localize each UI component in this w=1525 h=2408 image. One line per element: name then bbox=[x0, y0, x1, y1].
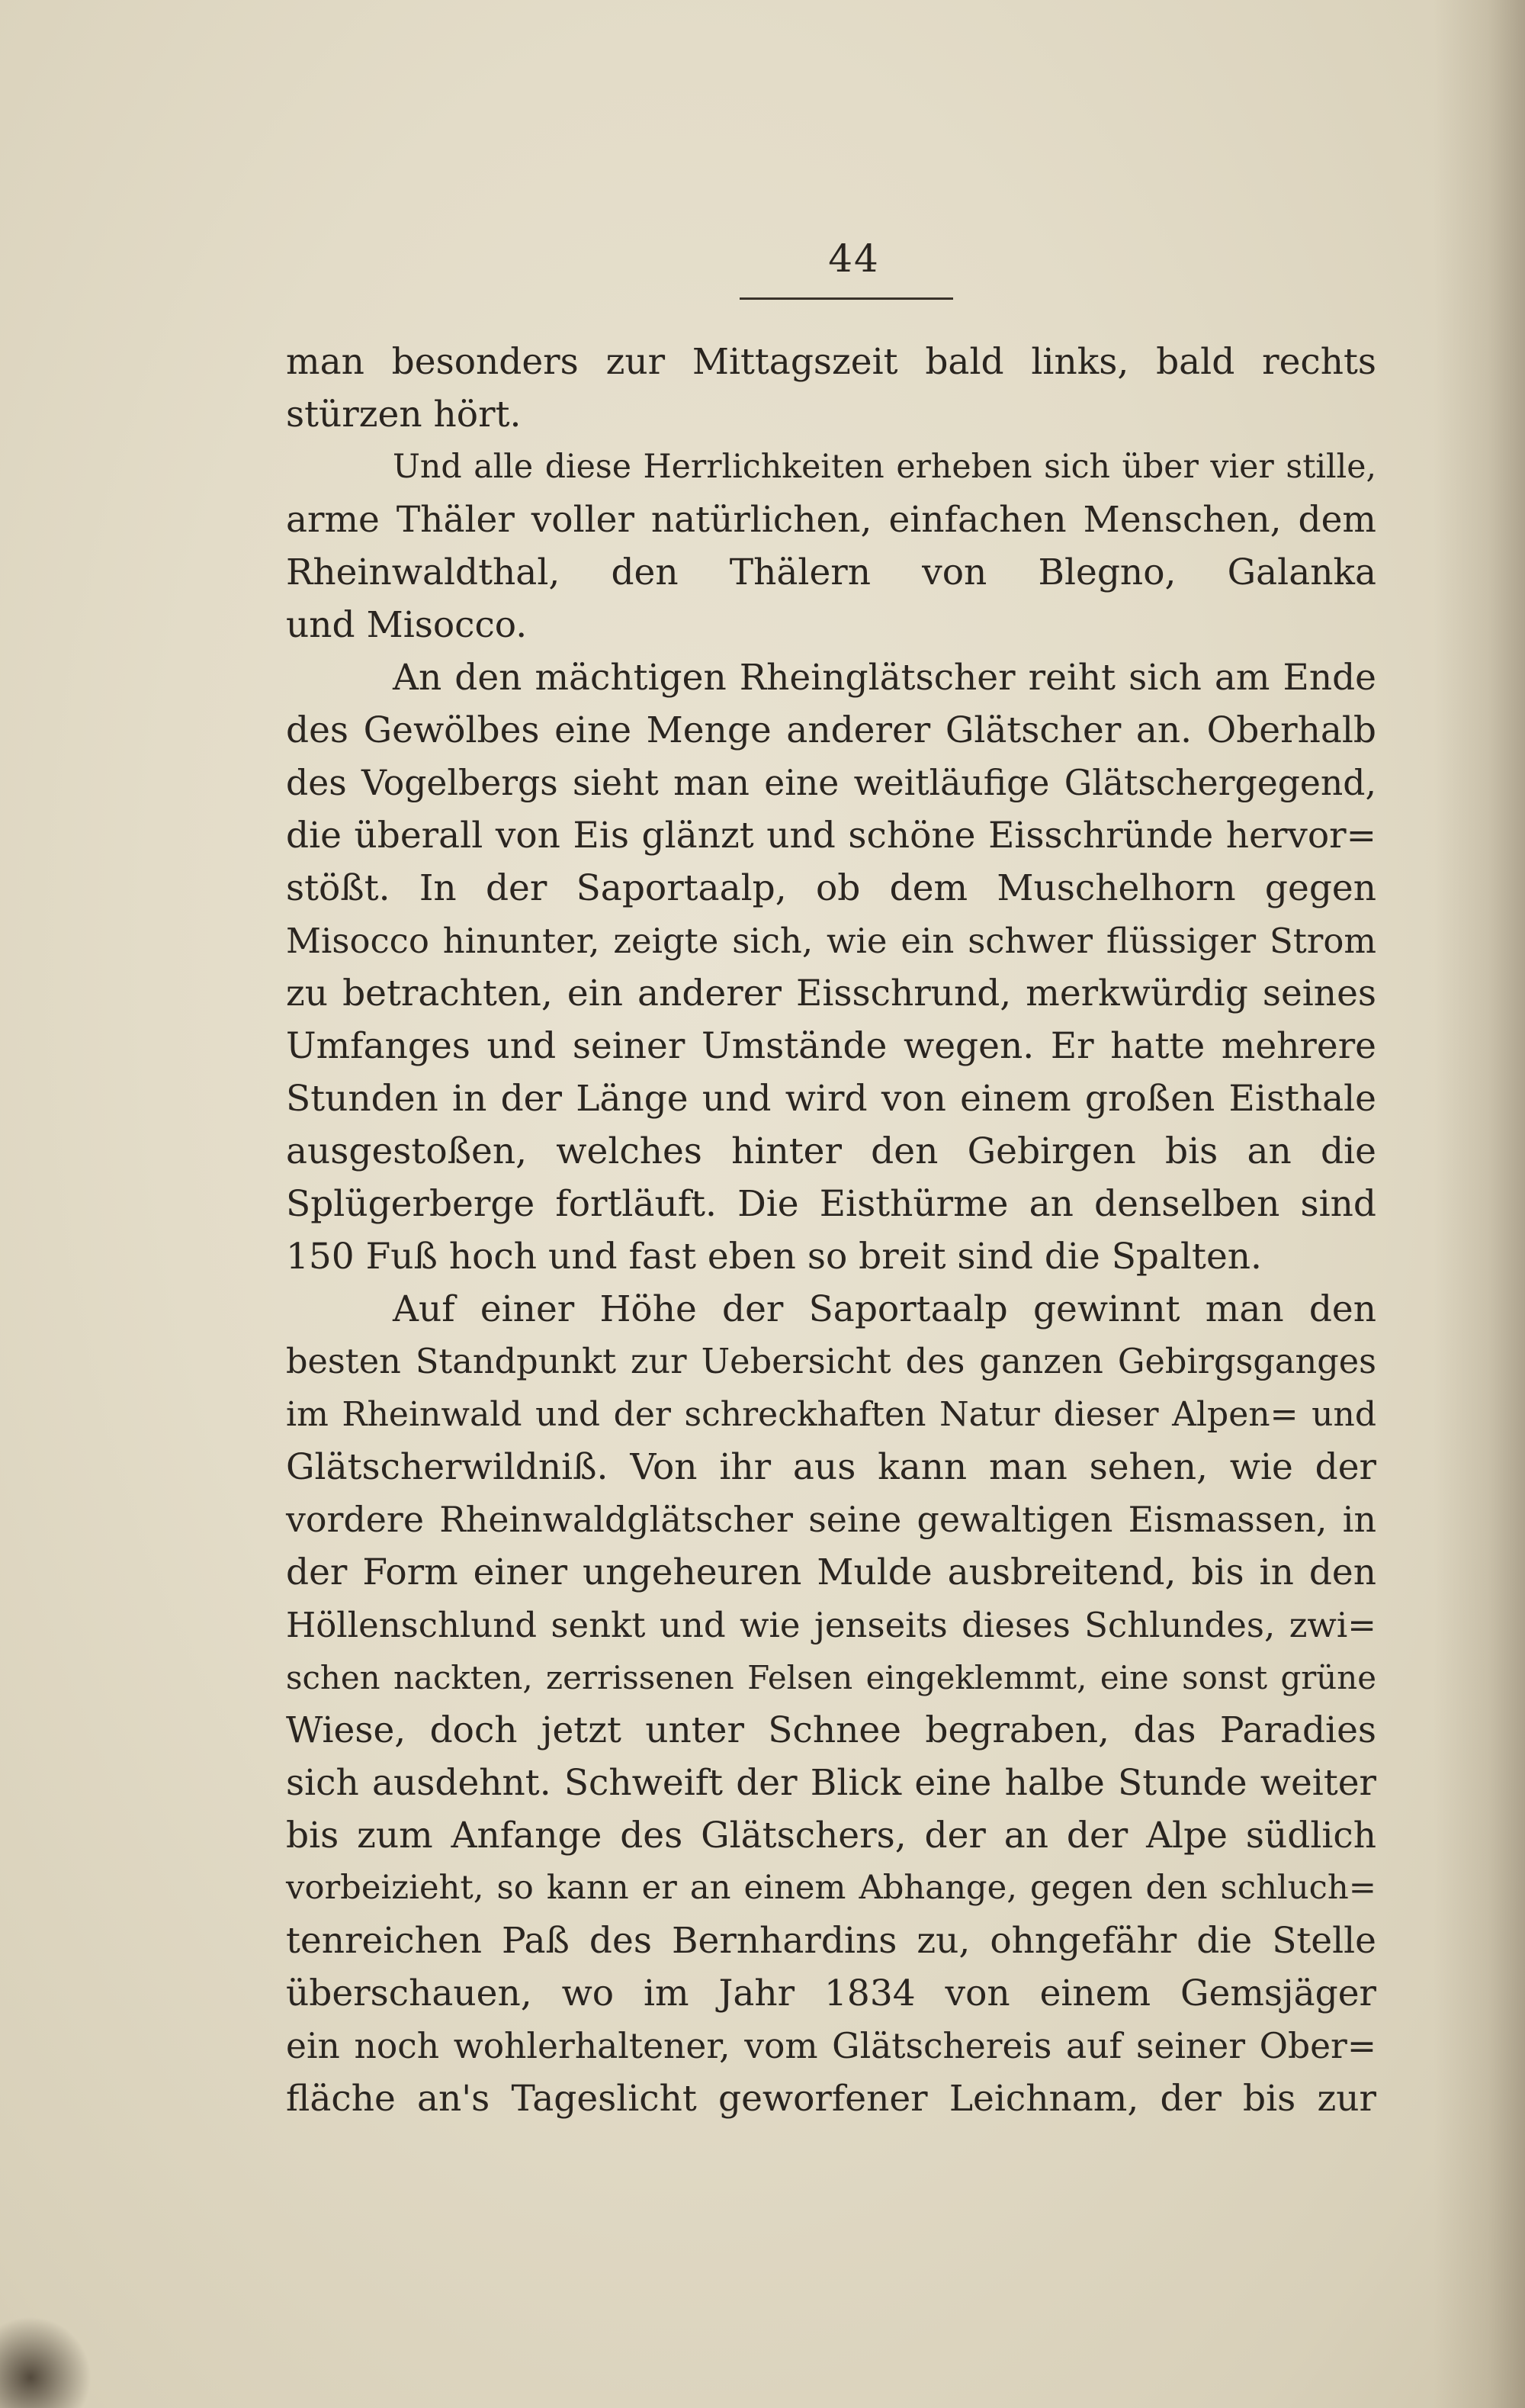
text-line: überschauen, wo im Jahr 1834 von einem Gemsjäger bbox=[286, 1972, 1376, 2014]
text-line: 150 Fuß hoch und fast eben so breit sind die Spalten. bbox=[286, 1236, 1262, 1278]
text-line: bis zum Anfange des Glätschers, der an der Alpe südlich bbox=[286, 1815, 1376, 1857]
text-line: im Rheinwald und der schreckhaften Natur dieser Alpen= und bbox=[286, 1395, 1376, 1434]
page-number: 44 bbox=[828, 236, 880, 281]
text-line: Höllenschlund senkt und wie jenseits dieses Schlundes, zwi= bbox=[286, 1605, 1376, 1645]
corner-shadow bbox=[0, 2316, 92, 2408]
header-rule bbox=[740, 297, 953, 300]
page-edge-shadow bbox=[1434, 0, 1525, 2408]
body-text bbox=[286, 336, 1376, 2125]
text-line: tenreichen Paß des Bernhardins zu, ohngefähr die Stelle bbox=[286, 1920, 1376, 1962]
text-line: Wiese, doch jetzt unter Schnee begraben, das Paradies bbox=[286, 1709, 1376, 1751]
text-line: Stunden in der Länge und wird von einem großen Eisthale bbox=[286, 1078, 1376, 1120]
text-line: besten Standpunkt zur Uebersicht des ganzen Gebirgsganges bbox=[286, 1342, 1376, 1381]
text-line: vorbeizieht, so kann er an einem Abhange, gegen den schluch= bbox=[286, 1869, 1376, 1907]
text-line: des Vogelbergs sieht man eine weitläufige Glätschergegend, bbox=[286, 763, 1376, 803]
text-line: Umfanges und seiner Umstände wegen. Er hatte mehrere bbox=[286, 1025, 1376, 1067]
text-line: stürzen hört. bbox=[286, 394, 522, 436]
text-line: schen nackten, zerrissenen Felsen eingeklemmt, eine sonst grüne bbox=[286, 1659, 1376, 1696]
text-line: die überall von Eis glänzt und schöne Eisschründe hervor= bbox=[286, 815, 1376, 857]
text-line: An den mächtigen Rheinglätscher reiht sich am Ende bbox=[393, 657, 1376, 699]
text-line: ausgestoßen, welches hinter den Gebirgen bis an die bbox=[286, 1130, 1376, 1172]
text-line: Und alle diese Herrlichkeiten erheben sich über vier stille, bbox=[393, 448, 1376, 486]
text-line: stößt. In der Saportaalp, ob dem Muschelhorn gegen bbox=[286, 867, 1376, 909]
text-line: zu betrachten, ein anderer Eisschrund, merkwürdig seines bbox=[286, 973, 1376, 1014]
text-line: vordere Rheinwaldglätscher seine gewaltigen Eismassen, in bbox=[286, 1499, 1376, 1540]
text-line: man besonders zur Mittagszeit bald links, bald rechts bbox=[286, 341, 1376, 383]
text-line: Splügerberge fortläuft. Die Eisthürme an denselben sind bbox=[286, 1183, 1376, 1225]
text-line: ein noch wohlerhaltener, vom Glätschereis auf seiner Ober= bbox=[286, 2026, 1376, 2066]
text-line: Misocco hinunter, zeigte sich, wie ein schwer flüssiger Strom bbox=[286, 921, 1376, 961]
text-line: fläche an's Tageslicht geworfener Leichnam, der bis zur bbox=[286, 2078, 1376, 2120]
text-line: sich ausdehnt. Schweift der Blick eine halbe Stunde weiter bbox=[286, 1762, 1376, 1804]
text-line: arme Thäler voller natürlichen, einfachen Menschen, dem bbox=[286, 499, 1376, 541]
text-line: Rheinwaldthal, den Thälern von Blegno, Galanka bbox=[286, 551, 1376, 593]
text-line: des Gewölbes eine Menge anderer Glätscher an. Oberhalb bbox=[286, 709, 1376, 751]
text-line: und Misocco. bbox=[286, 604, 528, 646]
text-line: der Form einer ungeheuren Mulde ausbreitend, bis in den bbox=[286, 1551, 1376, 1593]
text-line: Auf einer Höhe der Saportaalp gewinnt man den bbox=[393, 1288, 1376, 1330]
text-line: Glätscherwildniß. Von ihr aus kann man sehen, wie der bbox=[286, 1446, 1376, 1488]
